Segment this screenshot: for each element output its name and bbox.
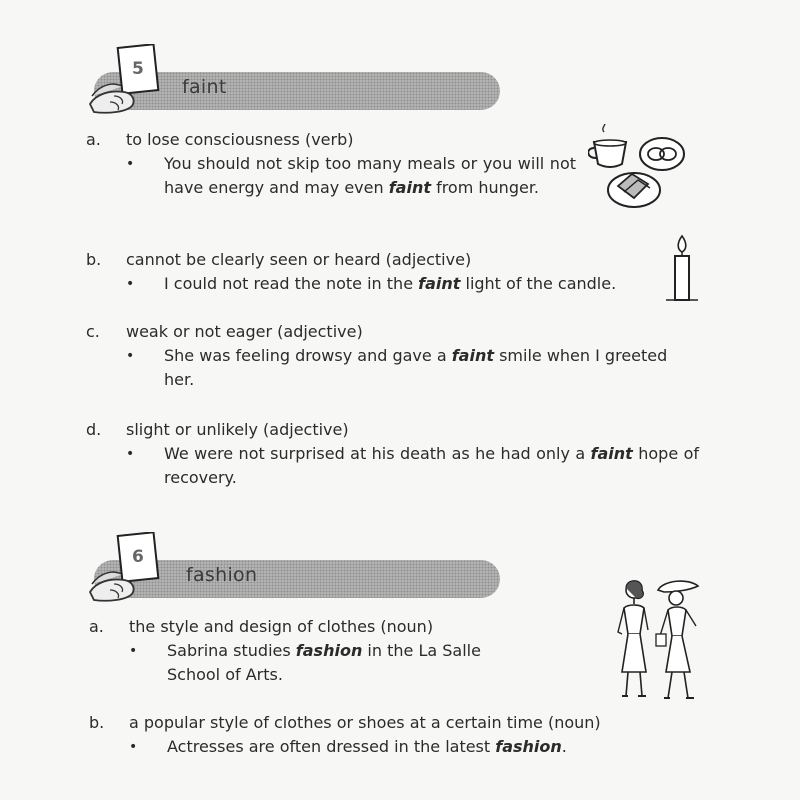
entry-definition: cannot be clearly seen or heard (adjective) (126, 250, 472, 269)
entry-letter: c. (86, 322, 100, 341)
word-header-fashion (84, 547, 504, 596)
example-sentence: I could not read the note in the faint light of the candle. (164, 274, 617, 293)
coffee-and-plates-icon (588, 124, 688, 212)
bullet: • (126, 446, 135, 462)
bullet: • (126, 156, 135, 172)
keyword: faint (590, 444, 633, 463)
word-title: fashion (186, 564, 258, 586)
candle-icon (664, 234, 700, 306)
entry-faint-c (86, 320, 706, 396)
entry-faint-a (86, 128, 586, 228)
bullet: • (126, 348, 135, 364)
keyword: faint (451, 346, 494, 365)
entry-definition: the style and design of clothes (noun) (129, 617, 434, 636)
entry-letter: b. (89, 713, 105, 732)
entry-definition: weak or not eager (adjective) (126, 322, 363, 341)
word-header-faint (84, 59, 504, 108)
entry-definition: to lose consciousness (verb) (126, 130, 354, 149)
entry-letter: b. (86, 250, 102, 269)
keyword: faint (388, 178, 431, 197)
entry-faint-d (86, 418, 706, 494)
entry-letter: a. (86, 130, 101, 149)
bullet: • (129, 739, 138, 755)
entry-definition: slight or unlikely (adjective) (126, 420, 349, 439)
example-sentence: We were not surprised at his death as he had only a faint hope of recovery. (164, 444, 700, 487)
cut-off-text-line (215, 0, 595, 5)
hand-holding-card-icon (84, 44, 164, 114)
entry-letter: a. (89, 617, 104, 636)
two-women-fashion-icon (606, 576, 702, 704)
example-sentence: You should not skip too many meals or you will not have energy and may even faint from hunger. (164, 154, 576, 197)
hand-holding-card-icon (84, 532, 164, 602)
entry-fashion-b (89, 711, 709, 761)
entry-fashion-a (89, 615, 569, 691)
entry-letter: d. (86, 420, 102, 439)
example-sentence: Sabrina studies fashion in the La Salle School of Arts. (167, 641, 481, 684)
keyword: fashion (495, 737, 562, 756)
keyword: faint (418, 274, 461, 293)
bullet: • (129, 643, 138, 659)
entry-definition: a popular style of clothes or shoes at a certain time (noun) (129, 713, 601, 732)
entry-faint-b (86, 248, 676, 298)
example-sentence: She was feeling drowsy and gave a faint smile when I greeted her. (164, 346, 668, 389)
word-title: faint (182, 76, 227, 98)
example-sentence: Actresses are often dressed in the latest fashion. (167, 737, 567, 756)
section-number: 5 (132, 59, 144, 79)
keyword: fashion (295, 641, 363, 660)
bullet: • (126, 276, 135, 292)
section-number: 6 (132, 547, 144, 567)
